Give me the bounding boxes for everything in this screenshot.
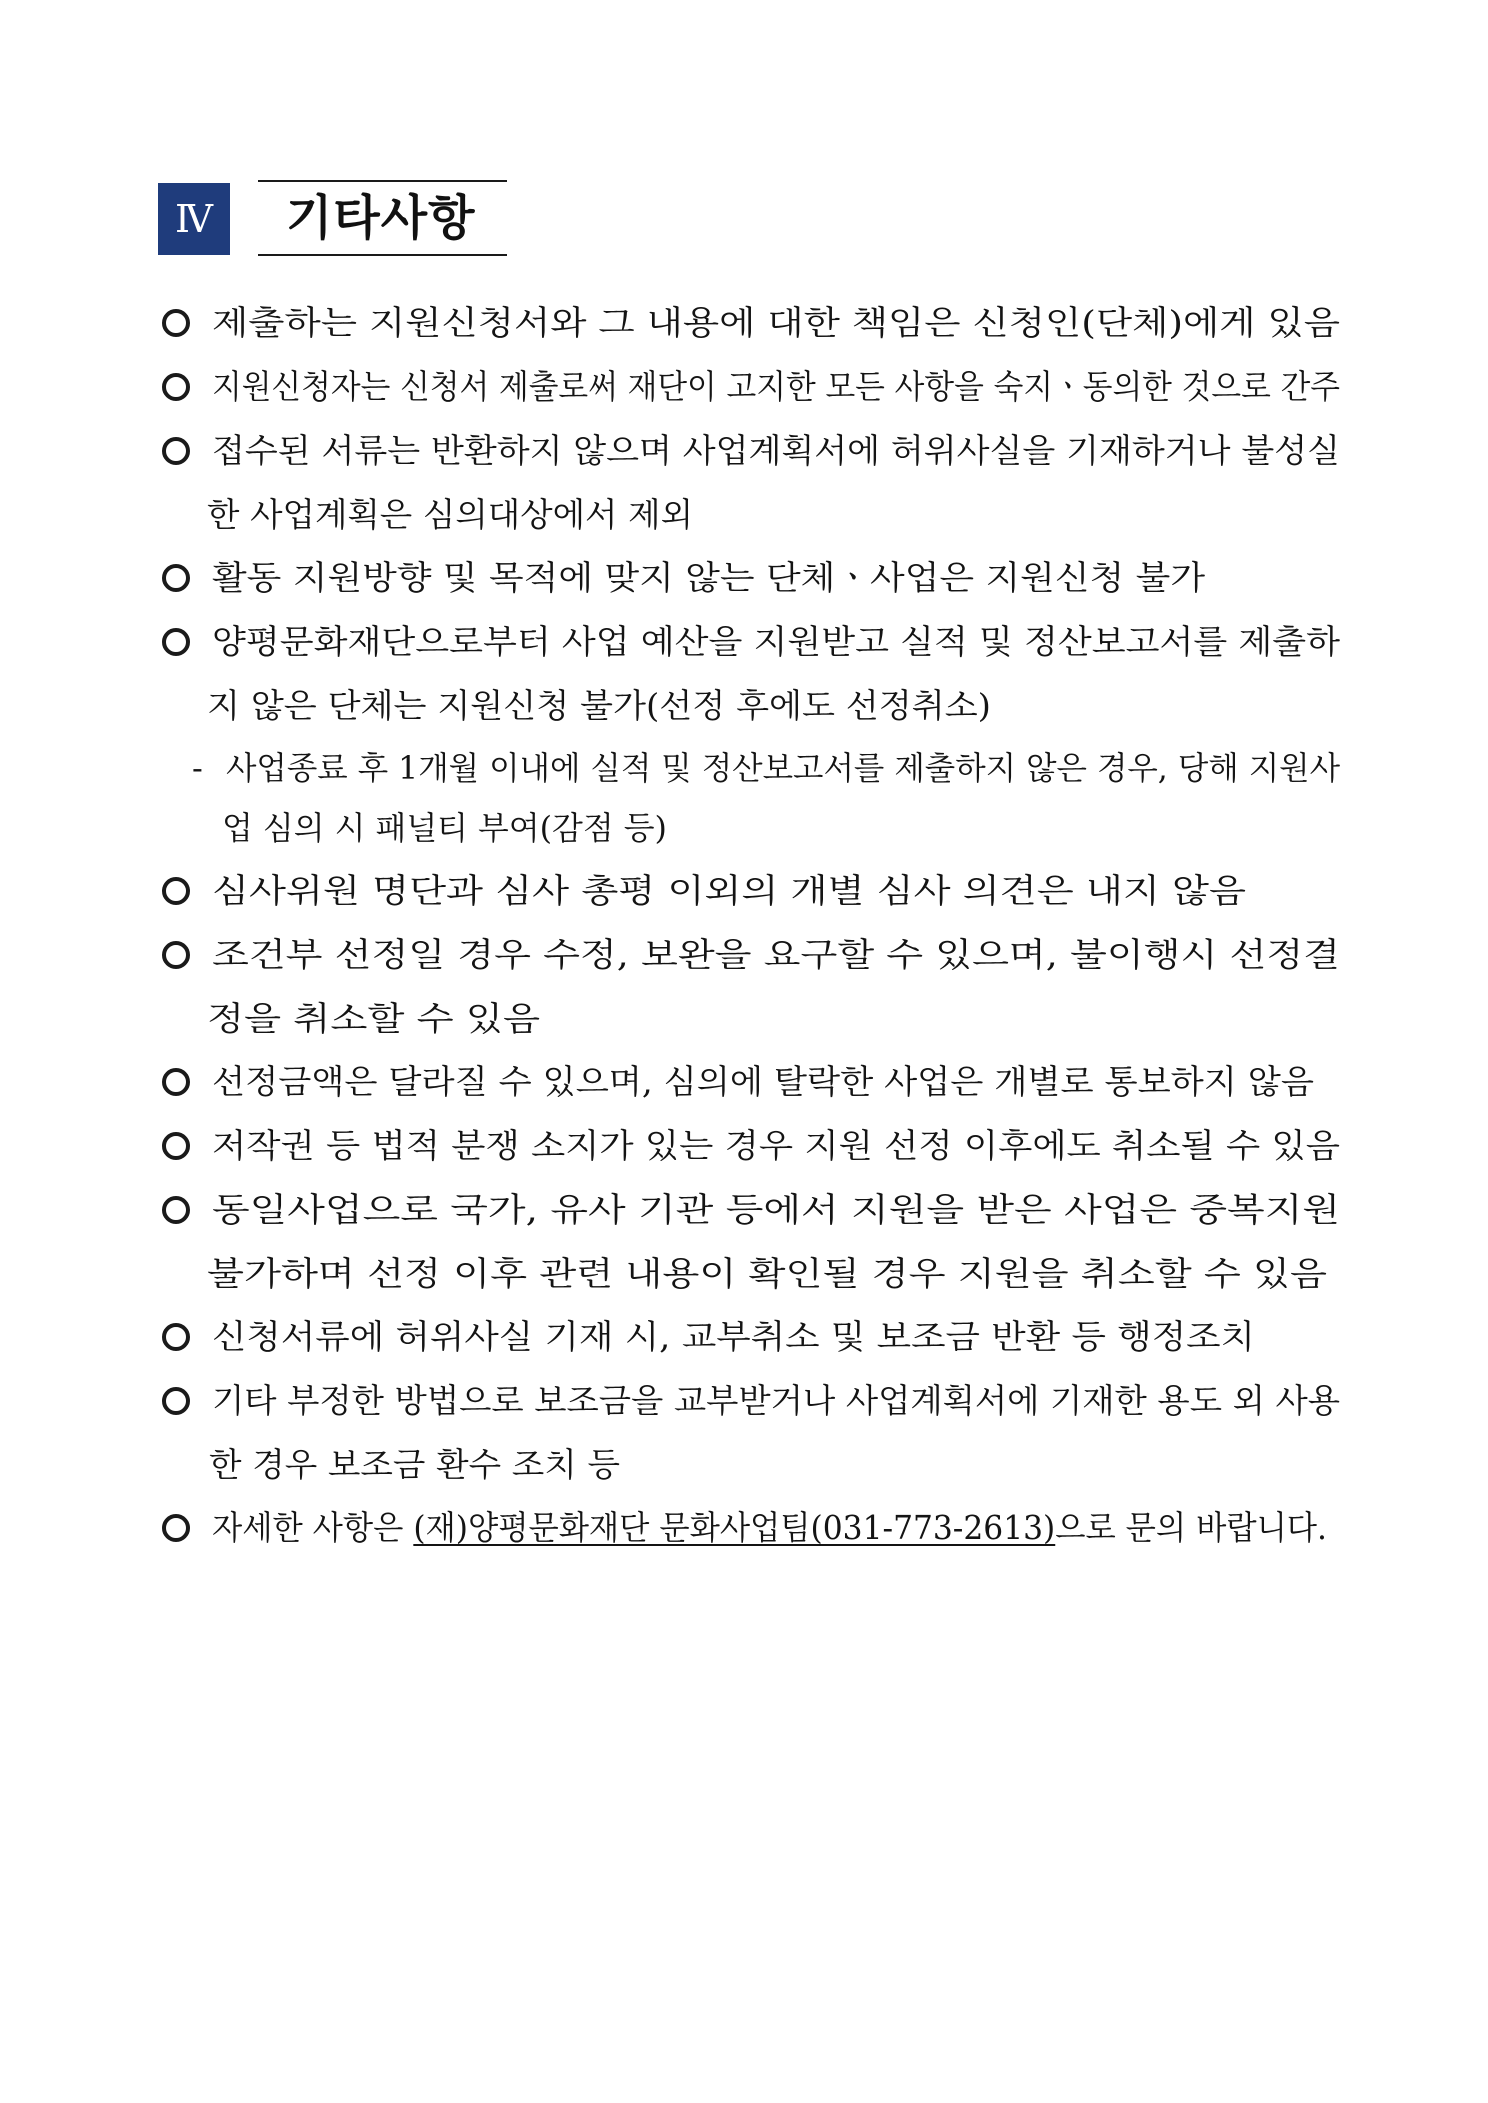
list-item-text-continued: 지 않은 단체는 지원신청 불가(선정 후에도 선정취소)	[207, 686, 992, 725]
contact-info	[212, 1506, 1327, 1550]
list-item-text: 선정금액은 달라질 수 있으며, 심의에 탈락한 사업은 개별로 통보하지 않음	[212, 1062, 1314, 1101]
bullet-circle-icon	[162, 1514, 190, 1542]
list-item-text: 접수된 서류는 반환하지 않으며 사업계획서에 허위사실을 기재하거나 불성실	[212, 431, 1340, 470]
contact-department-phone: (재)양평문화재단 문화사업팀(031-773-2613)	[413, 1508, 1056, 1547]
list-item-text: 기타 부정한 방법으로 보조금을 교부받거나 사업계획서에 기재한 용도 외 사용	[212, 1381, 1340, 1420]
list-item-text: 양평문화재단으로부터 사업 예산을 지원받고 실적 및 정산보고서를 제출하	[212, 622, 1340, 661]
list-item-text: 신청서류에 허위사실 기재 시, 교부취소 및 보조금 반환 등 행정조치	[212, 1317, 1255, 1356]
bullet-circle-icon	[162, 437, 190, 465]
bullet-circle-icon	[162, 564, 190, 592]
bullet-circle-icon	[162, 1132, 190, 1160]
contact-suffix: 으로 문의 바랍니다.	[1055, 1508, 1327, 1547]
list-item-text: 심사위원 명단과 심사 총평 이외의 개별 심사 의견은 내지 않음	[212, 871, 1246, 910]
list-item-text-continued: 한 사업계획은 심의대상에서 제외	[207, 495, 693, 534]
section-number-badge: Ⅳ	[158, 183, 230, 255]
section-title: 기타사항	[286, 190, 476, 246]
bullet-circle-icon	[162, 1323, 190, 1351]
section-title-box	[258, 180, 507, 256]
bullet-circle-icon	[162, 628, 190, 656]
list-item-text: 제출하는 지원신청서와 그 내용에 대한 책임은 신청인(단체)에게 있음	[212, 303, 1340, 342]
list-item-text-continued: 정을 취소할 수 있음	[207, 999, 540, 1038]
subnote-text: 사업종료 후 1개월 이내에 실적 및 정산보고서를 제출하지 않은 경우, 당해 지원사	[226, 749, 1340, 787]
bullet-circle-icon	[162, 1068, 190, 1096]
bullet-circle-icon	[162, 877, 190, 905]
subnote-marker: -	[192, 749, 203, 787]
list-item-text: 활동 지원방향 및 목적에 맞지 않는 단체ㆍ사업은 지원신청 불가	[212, 558, 1205, 597]
bullet-circle-icon	[162, 373, 190, 401]
subnote-text-continued: 업 심의 시 패널티 부여(감점 등)	[222, 809, 667, 847]
bullet-circle-icon	[162, 1387, 190, 1415]
list-item-text-continued: 불가하며 선정 이후 관련 내용이 확인될 경우 지원을 취소할 수 있음	[207, 1254, 1327, 1293]
bullet-circle-icon	[162, 941, 190, 969]
list-item-text: 조건부 선정일 경우 수정, 보완을 요구할 수 있으며, 불이행시 선정결	[212, 935, 1340, 974]
list-item-text: 저작권 등 법적 분쟁 소지가 있는 경우 지원 선정 이후에도 취소될 수 있음	[212, 1126, 1340, 1165]
contact-prefix: 자세한 사항은	[212, 1508, 414, 1547]
bullet-circle-icon	[162, 1196, 190, 1224]
list-item-text-continued: 한 경우 보조금 환수 조치 등	[209, 1445, 620, 1484]
section-header	[158, 180, 518, 260]
list-item-text: 동일사업으로 국가, 유사 기관 등에서 지원을 받은 사업은 중복지원	[212, 1190, 1340, 1229]
list-item-text: 지원신청자는 신청서 제출로써 재단이 고지한 모든 사항을 숙지ㆍ동의한 것으로 간주	[212, 367, 1340, 406]
bullet-circle-icon	[162, 309, 190, 337]
